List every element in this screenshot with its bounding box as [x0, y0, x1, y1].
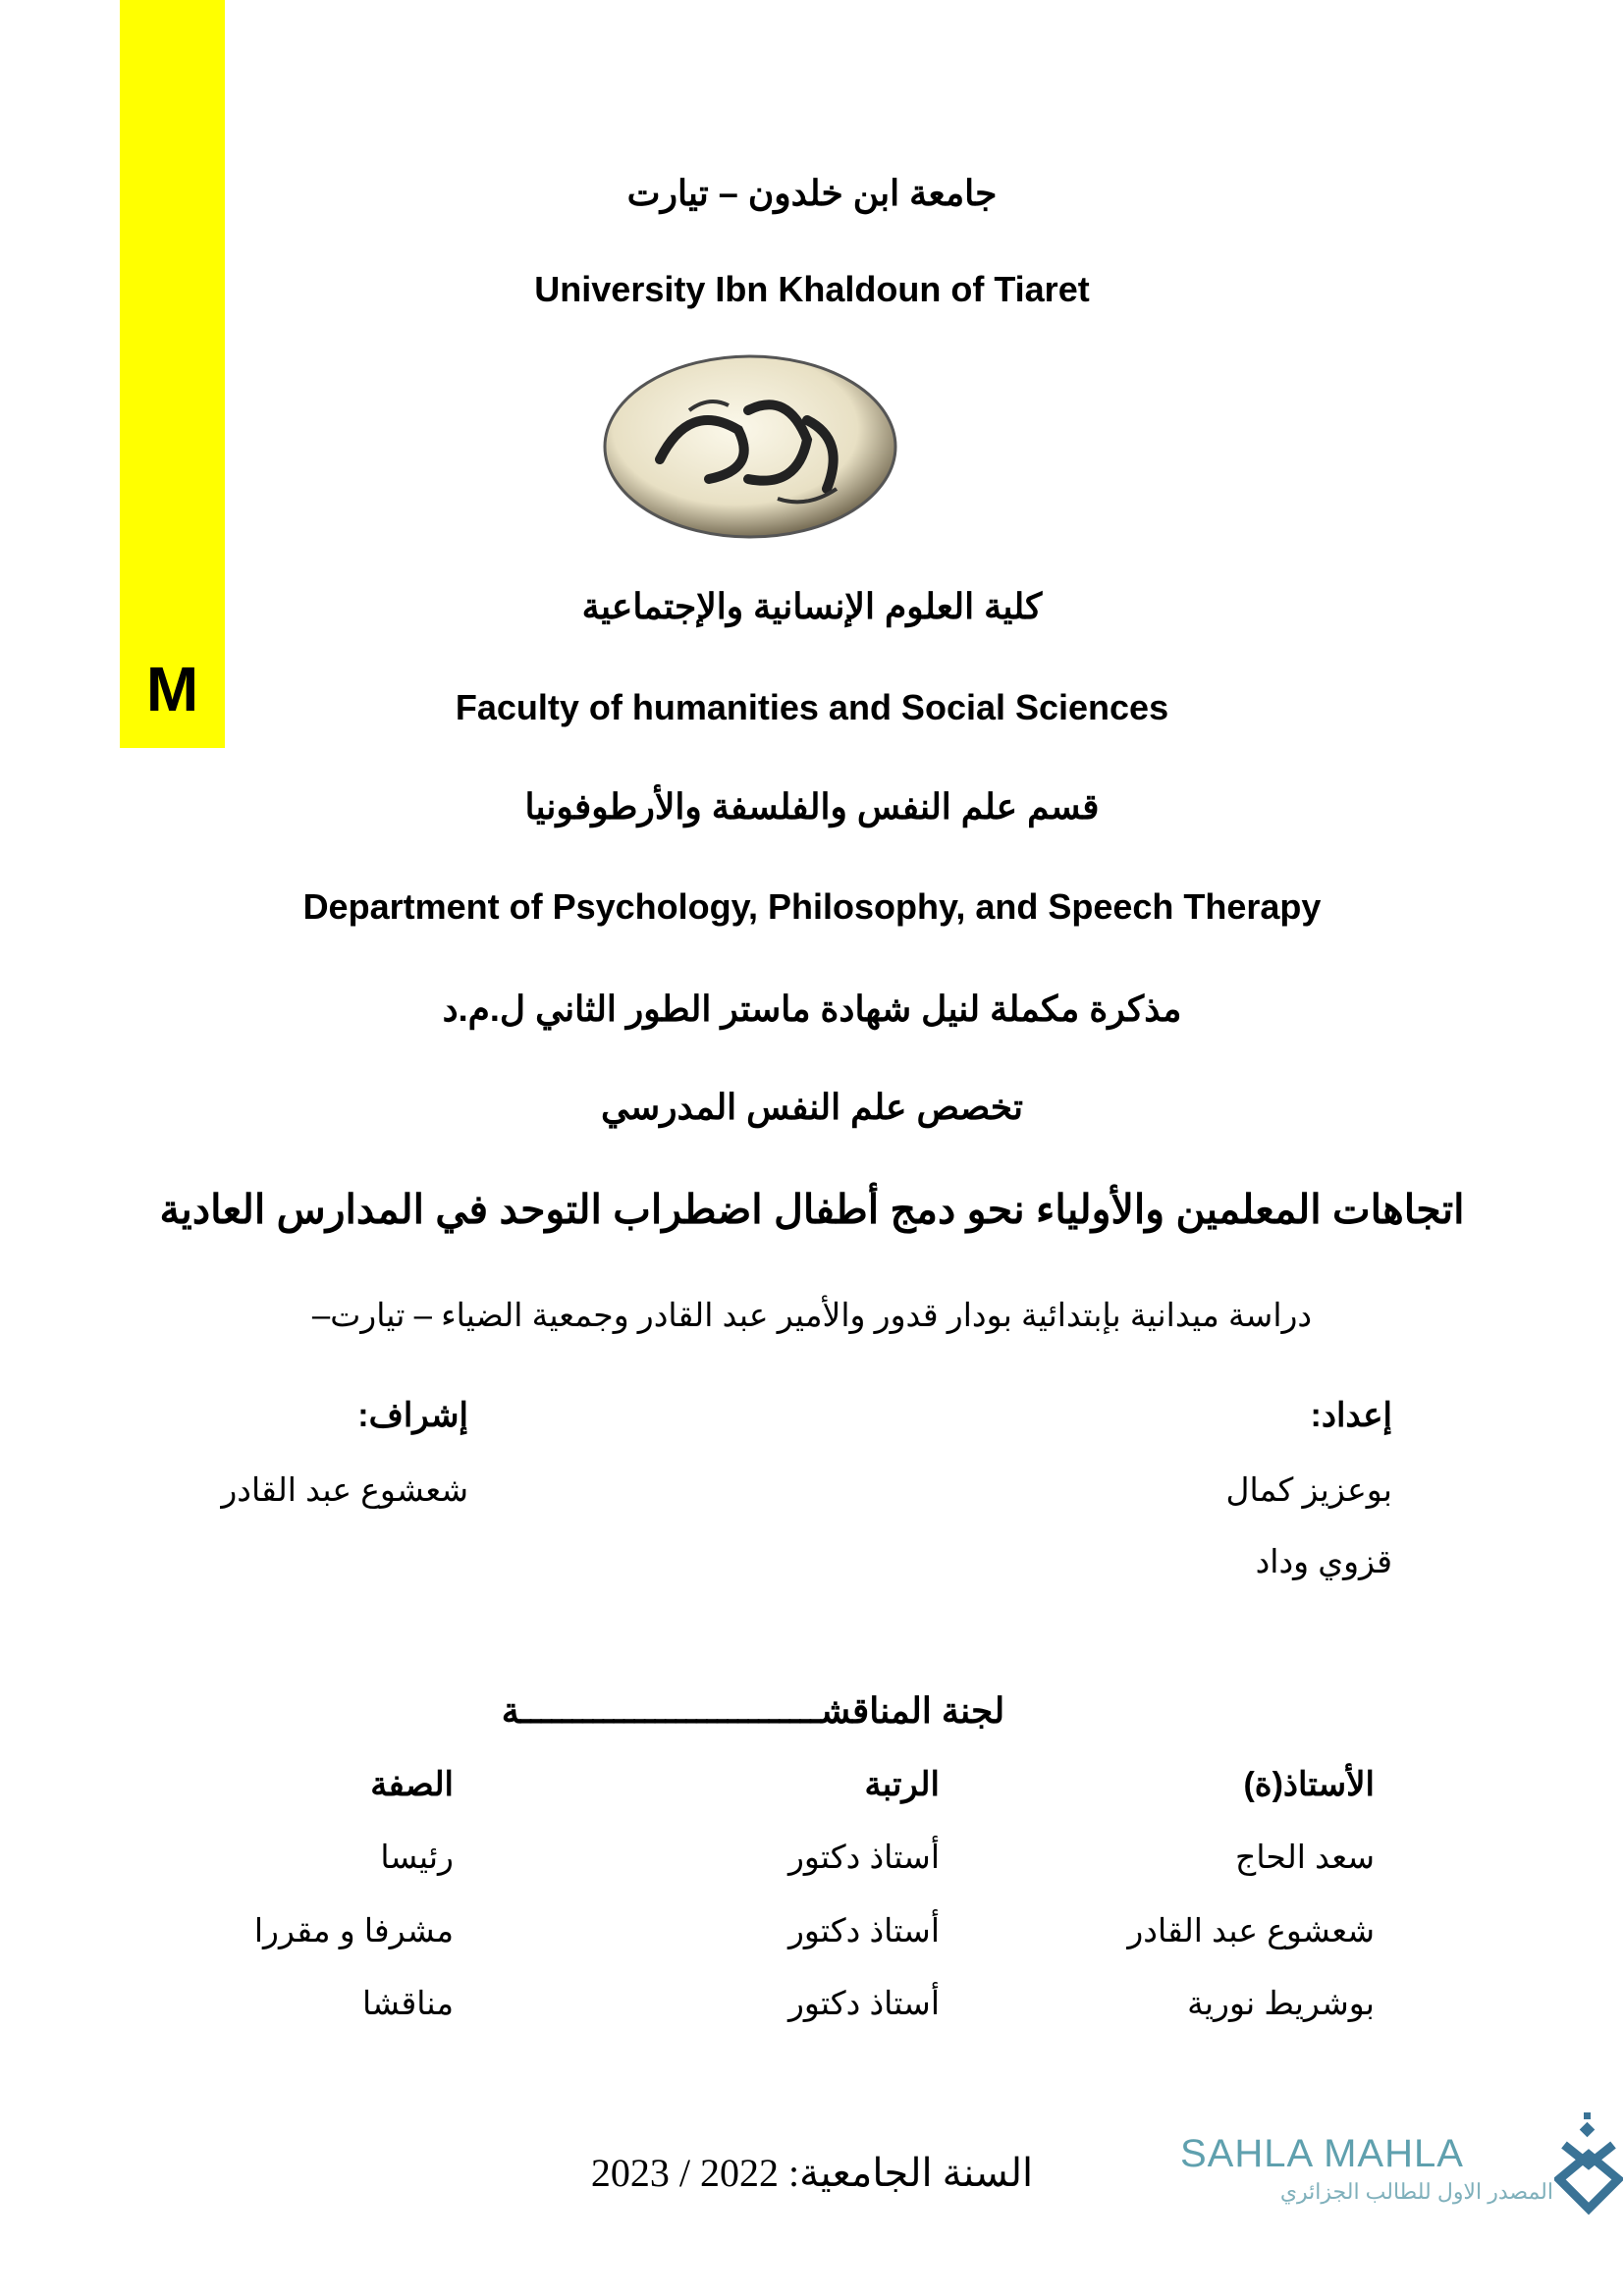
committee-header-professor: الأستاذ(ة): [1243, 1766, 1375, 1803]
committee-member-name: سعد الحاج: [1235, 1839, 1375, 1875]
watermark-tagline: المصدر الاول للطالب الجزائري: [1279, 2179, 1553, 2204]
prepared-by-label: إعداد:: [1310, 1397, 1392, 1434]
committee-title: لجنة المناقشـــــــــــــــــــــــــــــة: [501, 1690, 1005, 1731]
university-name-ar: جامعة ابن خلدون – تيارت: [626, 173, 998, 213]
academic-year: السنة الجامعية: 2022 / 2023: [590, 2151, 1034, 2195]
university-logo: [601, 351, 899, 542]
student-name: بوعزيز كمال: [1225, 1471, 1392, 1508]
sahla-mahla-watermark: [1178, 2110, 1624, 2218]
sahla-mahla-logo-icon: [1554, 2110, 1623, 2218]
yellow-side-tab: [120, 0, 225, 748]
committee-member-role: مناقشا: [362, 1985, 454, 2021]
committee-member-rank: أستاذ دكتور: [787, 1912, 940, 1949]
specialty-line: تخصص علم النفس المدرسي: [600, 1087, 1024, 1127]
department-name-en: Department of Psychology, Philosophy, and Speech Therapy: [302, 886, 1322, 927]
committee-member-name: بوشريط نورية: [1187, 1985, 1375, 2021]
thesis-title: اتجاهات المعلمين والأولياء نحو دمج أطفال اضطراب التوحد في المدارس العادية: [159, 1187, 1465, 1232]
faculty-name-en: Faculty of humanities and Social Sciences: [455, 687, 1169, 727]
supervisor-name: شعشوع عبد القادر: [221, 1471, 468, 1508]
committee-member-name: شعشوع عبد القادر: [1127, 1912, 1375, 1949]
supervision-label: إشراف:: [357, 1397, 468, 1434]
watermark-name: SAHLA MAHLA: [1180, 2132, 1464, 2175]
committee-member-rank: أستاذ دكتور: [787, 1985, 940, 2021]
committee-header-rank: الرتبة: [864, 1766, 940, 1803]
committee-member-rank: أستاذ دكتور: [787, 1839, 940, 1875]
committee-member-role: رئيسا: [380, 1839, 454, 1875]
university-name-en: University Ibn Khaldoun of Tiaret: [534, 269, 1090, 309]
side-tab-letter: M: [145, 654, 199, 724]
committee-member-role: مشرفا و مقررا: [253, 1912, 454, 1949]
department-name-ar: قسم علم النفس والفلسفة والأرطوفونيا: [524, 786, 1100, 827]
degree-line: مذكرة مكملة لنيل شهادة ماستر الطور الثاني ل.م.د: [442, 988, 1182, 1029]
student-name: قزوي وداد: [1255, 1543, 1392, 1579]
thesis-subtitle: دراسة ميدانية بإبتدائية بودار قدور والأمير عبد القادر وجمعية الضياء – تيارت–: [311, 1297, 1313, 1333]
faculty-name-ar: كلية العلوم الإنسانية والإجتماعية: [581, 586, 1043, 626]
committee-header-role: الصفة: [370, 1766, 454, 1803]
